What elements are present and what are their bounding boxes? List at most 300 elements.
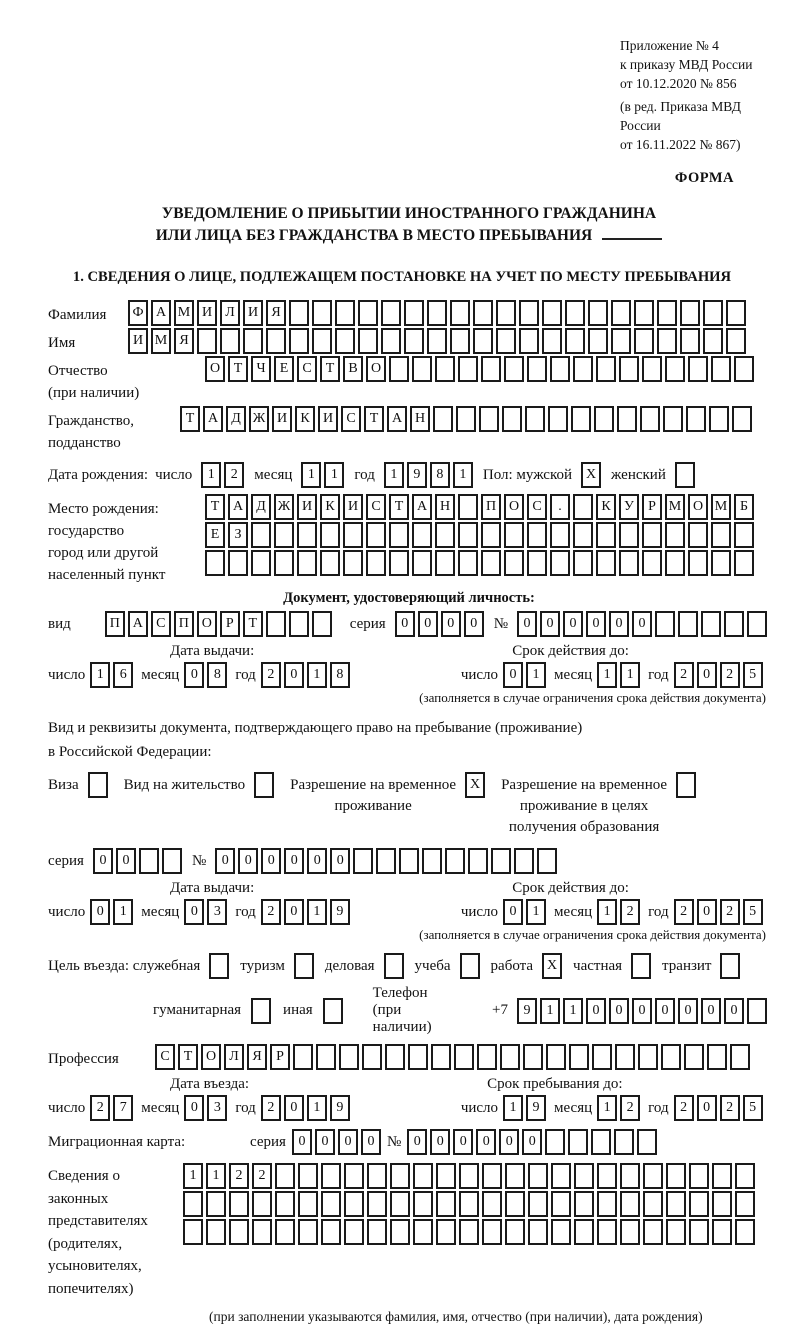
char-cell[interactable]	[523, 1044, 543, 1070]
char-cell[interactable]: 0	[522, 1129, 542, 1155]
char-cell[interactable]: 7	[113, 1095, 133, 1121]
char-cell[interactable]	[726, 300, 746, 326]
char-cell[interactable]	[735, 1163, 755, 1189]
char-cell[interactable]: Е	[205, 522, 225, 548]
char-cell[interactable]	[711, 356, 731, 382]
char-cell[interactable]	[413, 1163, 433, 1189]
char-cell[interactable]: Т	[243, 611, 263, 637]
char-cell[interactable]: Н	[410, 406, 430, 432]
char-cell[interactable]	[707, 1044, 727, 1070]
char-cell[interactable]: П	[174, 611, 194, 637]
char-cell[interactable]	[358, 300, 378, 326]
char-cell[interactable]	[504, 356, 524, 382]
char-cell[interactable]: 3	[207, 899, 227, 925]
char-cell[interactable]	[712, 1219, 732, 1245]
char-cell[interactable]	[275, 1191, 295, 1217]
char-cell[interactable]	[537, 848, 557, 874]
char-cell[interactable]	[243, 328, 263, 354]
char-cell[interactable]	[427, 328, 447, 354]
char-cell[interactable]	[431, 1044, 451, 1070]
char-cell[interactable]	[732, 406, 752, 432]
char-cell[interactable]: 2	[224, 462, 244, 488]
char-cell[interactable]	[666, 1163, 686, 1189]
char-cell[interactable]	[640, 406, 660, 432]
char-cell[interactable]	[519, 300, 539, 326]
char-cell[interactable]	[643, 1191, 663, 1217]
char-cell[interactable]: 5	[743, 662, 763, 688]
char-cell[interactable]	[642, 522, 662, 548]
char-cell[interactable]	[527, 550, 547, 576]
char-cell[interactable]	[711, 522, 731, 548]
char-cell[interactable]	[500, 1044, 520, 1070]
char-cell[interactable]: 0	[441, 611, 461, 637]
char-cell[interactable]	[458, 550, 478, 576]
char-cell[interactable]: Н	[435, 494, 455, 520]
char-cell[interactable]	[550, 356, 570, 382]
char-cell[interactable]	[459, 1163, 479, 1189]
char-cell[interactable]	[550, 522, 570, 548]
char-cell[interactable]: 2	[252, 1163, 272, 1189]
char-cell[interactable]	[665, 550, 685, 576]
char-cell[interactable]: 0	[315, 1129, 335, 1155]
char-cell[interactable]	[545, 1129, 565, 1155]
char-cell[interactable]: И	[318, 406, 338, 432]
char-cell[interactable]	[551, 1191, 571, 1217]
char-cell[interactable]	[712, 1191, 732, 1217]
char-cell[interactable]	[596, 550, 616, 576]
char-cell[interactable]	[220, 328, 240, 354]
char-cell[interactable]: 1	[183, 1163, 203, 1189]
purpose-private-checkbox[interactable]	[631, 953, 651, 979]
char-cell[interactable]: П	[105, 611, 125, 637]
char-cell[interactable]	[680, 300, 700, 326]
char-cell[interactable]: 0	[609, 998, 629, 1024]
char-cell[interactable]: 0	[261, 848, 281, 874]
char-cell[interactable]: Т	[389, 494, 409, 520]
char-cell[interactable]	[678, 611, 698, 637]
char-cell[interactable]: 6	[113, 662, 133, 688]
char-cell[interactable]: Т	[364, 406, 384, 432]
char-cell[interactable]: 0	[678, 998, 698, 1024]
char-cell[interactable]	[456, 406, 476, 432]
char-cell[interactable]	[321, 1219, 341, 1245]
char-cell[interactable]: 0	[284, 1095, 304, 1121]
char-cell[interactable]	[701, 611, 721, 637]
char-cell[interactable]	[619, 522, 639, 548]
char-cell[interactable]	[657, 328, 677, 354]
char-cell[interactable]	[661, 1044, 681, 1070]
char-cell[interactable]	[366, 522, 386, 548]
char-cell[interactable]	[367, 1191, 387, 1217]
char-cell[interactable]: В	[343, 356, 363, 382]
char-cell[interactable]: Ж	[274, 494, 294, 520]
char-cell[interactable]: 0	[307, 848, 327, 874]
char-cell[interactable]	[206, 1219, 226, 1245]
visa-checkbox[interactable]	[88, 772, 108, 798]
char-cell[interactable]	[436, 1163, 456, 1189]
char-cell[interactable]: 2	[229, 1163, 249, 1189]
char-cell[interactable]	[344, 1219, 364, 1245]
char-cell[interactable]: Е	[274, 356, 294, 382]
char-cell[interactable]	[389, 550, 409, 576]
char-cell[interactable]: О	[197, 611, 217, 637]
char-cell[interactable]: 0	[540, 611, 560, 637]
char-cell[interactable]: 1	[307, 899, 327, 925]
char-cell[interactable]: 0	[476, 1129, 496, 1155]
char-cell[interactable]	[573, 356, 593, 382]
char-cell[interactable]: 0	[292, 1129, 312, 1155]
char-cell[interactable]	[620, 1163, 640, 1189]
char-cell[interactable]	[413, 1191, 433, 1217]
char-cell[interactable]	[367, 1219, 387, 1245]
char-cell[interactable]: 0	[361, 1129, 381, 1155]
char-cell[interactable]: М	[711, 494, 731, 520]
char-cell[interactable]	[663, 406, 683, 432]
char-cell[interactable]	[251, 550, 271, 576]
purpose-humanitarian-checkbox[interactable]	[251, 998, 271, 1024]
char-cell[interactable]	[459, 1191, 479, 1217]
char-cell[interactable]: 2	[620, 899, 640, 925]
char-cell[interactable]: М	[665, 494, 685, 520]
char-cell[interactable]: 0	[395, 611, 415, 637]
char-cell[interactable]: И	[128, 328, 148, 354]
char-cell[interactable]	[390, 1191, 410, 1217]
char-cell[interactable]	[482, 1191, 502, 1217]
char-cell[interactable]	[412, 550, 432, 576]
char-cell[interactable]	[597, 1191, 617, 1217]
char-cell[interactable]: 0	[93, 848, 113, 874]
char-cell[interactable]	[436, 1219, 456, 1245]
char-cell[interactable]	[504, 522, 524, 548]
char-cell[interactable]	[458, 522, 478, 548]
char-cell[interactable]	[266, 328, 286, 354]
char-cell[interactable]: 8	[430, 462, 450, 488]
char-cell[interactable]	[381, 300, 401, 326]
char-cell[interactable]	[596, 356, 616, 382]
char-cell[interactable]	[344, 1191, 364, 1217]
char-cell[interactable]	[459, 1219, 479, 1245]
char-cell[interactable]	[389, 522, 409, 548]
char-cell[interactable]	[289, 611, 309, 637]
char-cell[interactable]: 1	[453, 462, 473, 488]
char-cell[interactable]: Я	[247, 1044, 267, 1070]
char-cell[interactable]: С	[297, 356, 317, 382]
char-cell[interactable]	[611, 328, 631, 354]
char-cell[interactable]: 8	[207, 662, 227, 688]
char-cell[interactable]	[458, 494, 478, 520]
char-cell[interactable]: 0	[517, 611, 537, 637]
char-cell[interactable]	[335, 300, 355, 326]
char-cell[interactable]	[571, 406, 591, 432]
char-cell[interactable]: О	[688, 494, 708, 520]
char-cell[interactable]	[381, 328, 401, 354]
char-cell[interactable]	[551, 1219, 571, 1245]
char-cell[interactable]	[637, 1129, 657, 1155]
char-cell[interactable]: 0	[609, 611, 629, 637]
char-cell[interactable]	[591, 1129, 611, 1155]
char-cell[interactable]	[620, 1191, 640, 1217]
char-cell[interactable]	[504, 550, 524, 576]
char-cell[interactable]: 1	[526, 899, 546, 925]
char-cell[interactable]	[339, 1044, 359, 1070]
char-cell[interactable]: 0	[238, 848, 258, 874]
char-cell[interactable]	[542, 300, 562, 326]
char-cell[interactable]	[343, 522, 363, 548]
char-cell[interactable]	[573, 494, 593, 520]
char-cell[interactable]	[252, 1219, 272, 1245]
char-cell[interactable]: 0	[330, 848, 350, 874]
char-cell[interactable]: Ч	[251, 356, 271, 382]
char-cell[interactable]	[344, 1163, 364, 1189]
char-cell[interactable]	[367, 1163, 387, 1189]
char-cell[interactable]: И	[343, 494, 363, 520]
char-cell[interactable]	[546, 1044, 566, 1070]
char-cell[interactable]: 0	[503, 662, 523, 688]
char-cell[interactable]	[477, 1044, 497, 1070]
char-cell[interactable]	[747, 611, 767, 637]
char-cell[interactable]	[343, 550, 363, 576]
char-cell[interactable]: М	[151, 328, 171, 354]
char-cell[interactable]	[666, 1219, 686, 1245]
char-cell[interactable]	[205, 550, 225, 576]
char-cell[interactable]	[321, 1191, 341, 1217]
char-cell[interactable]: И	[243, 300, 263, 326]
char-cell[interactable]: К	[596, 494, 616, 520]
char-cell[interactable]	[542, 328, 562, 354]
char-cell[interactable]	[525, 406, 545, 432]
char-cell[interactable]: 0	[418, 611, 438, 637]
char-cell[interactable]	[689, 1219, 709, 1245]
char-cell[interactable]	[726, 328, 746, 354]
char-cell[interactable]	[481, 522, 501, 548]
char-cell[interactable]	[735, 1219, 755, 1245]
char-cell[interactable]	[588, 300, 608, 326]
char-cell[interactable]	[412, 522, 432, 548]
char-cell[interactable]: 0	[430, 1129, 450, 1155]
char-cell[interactable]	[703, 300, 723, 326]
char-cell[interactable]: 1	[620, 662, 640, 688]
char-cell[interactable]: Т	[180, 406, 200, 432]
char-cell[interactable]: Т	[205, 494, 225, 520]
char-cell[interactable]: 1	[540, 998, 560, 1024]
char-cell[interactable]	[496, 328, 516, 354]
char-cell[interactable]	[734, 356, 754, 382]
char-cell[interactable]: 0	[453, 1129, 473, 1155]
char-cell[interactable]: Л	[224, 1044, 244, 1070]
char-cell[interactable]	[274, 522, 294, 548]
char-cell[interactable]: З	[228, 522, 248, 548]
char-cell[interactable]	[482, 1219, 502, 1245]
char-cell[interactable]: 0	[116, 848, 136, 874]
char-cell[interactable]	[408, 1044, 428, 1070]
char-cell[interactable]: 1	[563, 998, 583, 1024]
char-cell[interactable]	[297, 550, 317, 576]
char-cell[interactable]: 0	[464, 611, 484, 637]
char-cell[interactable]	[293, 1044, 313, 1070]
char-cell[interactable]: Т	[320, 356, 340, 382]
char-cell[interactable]	[614, 1129, 634, 1155]
char-cell[interactable]: 0	[184, 1095, 204, 1121]
char-cell[interactable]	[275, 1219, 295, 1245]
char-cell[interactable]	[666, 1191, 686, 1217]
char-cell[interactable]	[634, 328, 654, 354]
char-cell[interactable]: Д	[251, 494, 271, 520]
char-cell[interactable]: Ф	[128, 300, 148, 326]
char-cell[interactable]	[568, 1129, 588, 1155]
char-cell[interactable]	[689, 1163, 709, 1189]
char-cell[interactable]	[297, 522, 317, 548]
char-cell[interactable]	[473, 300, 493, 326]
char-cell[interactable]: 1	[307, 1095, 327, 1121]
char-cell[interactable]: К	[295, 406, 315, 432]
char-cell[interactable]: Я	[174, 328, 194, 354]
char-cell[interactable]	[413, 1219, 433, 1245]
char-cell[interactable]	[611, 300, 631, 326]
char-cell[interactable]: С	[527, 494, 547, 520]
char-cell[interactable]: 0	[503, 899, 523, 925]
char-cell[interactable]: И	[297, 494, 317, 520]
residence-permit-checkbox[interactable]	[254, 772, 274, 798]
char-cell[interactable]	[358, 328, 378, 354]
char-cell[interactable]: 1	[597, 662, 617, 688]
char-cell[interactable]: 5	[743, 899, 763, 925]
char-cell[interactable]: П	[481, 494, 501, 520]
char-cell[interactable]	[747, 998, 767, 1024]
char-cell[interactable]	[450, 300, 470, 326]
char-cell[interactable]	[528, 1163, 548, 1189]
char-cell[interactable]	[321, 1163, 341, 1189]
char-cell[interactable]	[734, 550, 754, 576]
char-cell[interactable]: 0	[655, 998, 675, 1024]
char-cell[interactable]: С	[366, 494, 386, 520]
char-cell[interactable]	[445, 848, 465, 874]
char-cell[interactable]: 3	[207, 1095, 227, 1121]
char-cell[interactable]: 0	[184, 662, 204, 688]
char-cell[interactable]	[642, 356, 662, 382]
char-cell[interactable]	[684, 1044, 704, 1070]
char-cell[interactable]: А	[387, 406, 407, 432]
char-cell[interactable]	[551, 1163, 571, 1189]
char-cell[interactable]: А	[228, 494, 248, 520]
char-cell[interactable]	[657, 300, 677, 326]
char-cell[interactable]	[353, 848, 373, 874]
char-cell[interactable]	[320, 522, 340, 548]
char-cell[interactable]	[482, 1163, 502, 1189]
char-cell[interactable]	[643, 1163, 663, 1189]
char-cell[interactable]: 2	[674, 1095, 694, 1121]
char-cell[interactable]	[569, 1044, 589, 1070]
char-cell[interactable]	[588, 328, 608, 354]
char-cell[interactable]	[422, 848, 442, 874]
purpose-tourism-checkbox[interactable]	[294, 953, 314, 979]
char-cell[interactable]	[724, 611, 744, 637]
char-cell[interactable]: Р	[270, 1044, 290, 1070]
char-cell[interactable]: 0	[697, 899, 717, 925]
char-cell[interactable]: 2	[674, 899, 694, 925]
char-cell[interactable]: 0	[697, 1095, 717, 1121]
char-cell[interactable]: 9	[517, 998, 537, 1024]
char-cell[interactable]	[620, 1219, 640, 1245]
char-cell[interactable]: 0	[701, 998, 721, 1024]
char-cell[interactable]	[435, 522, 455, 548]
char-cell[interactable]: 9	[330, 899, 350, 925]
char-cell[interactable]: И	[272, 406, 292, 432]
char-cell[interactable]	[312, 328, 332, 354]
char-cell[interactable]: 8	[330, 662, 350, 688]
char-cell[interactable]	[289, 300, 309, 326]
char-cell[interactable]	[252, 1191, 272, 1217]
char-cell[interactable]: 0	[586, 611, 606, 637]
char-cell[interactable]	[298, 1191, 318, 1217]
char-cell[interactable]: Т	[178, 1044, 198, 1070]
char-cell[interactable]	[289, 328, 309, 354]
char-cell[interactable]: 0	[338, 1129, 358, 1155]
char-cell[interactable]	[712, 1163, 732, 1189]
char-cell[interactable]: 1	[113, 899, 133, 925]
char-cell[interactable]	[312, 611, 332, 637]
char-cell[interactable]: 0	[563, 611, 583, 637]
char-cell[interactable]	[573, 550, 593, 576]
char-cell[interactable]: У	[619, 494, 639, 520]
char-cell[interactable]: 0	[407, 1129, 427, 1155]
char-cell[interactable]	[592, 1044, 612, 1070]
purpose-transit-checkbox[interactable]	[720, 953, 740, 979]
char-cell[interactable]: 2	[261, 899, 281, 925]
purpose-other-checkbox[interactable]	[323, 998, 343, 1024]
char-cell[interactable]: 1	[526, 662, 546, 688]
char-cell[interactable]	[162, 848, 182, 874]
char-cell[interactable]	[479, 406, 499, 432]
char-cell[interactable]	[399, 848, 419, 874]
char-cell[interactable]	[688, 356, 708, 382]
char-cell[interactable]	[139, 848, 159, 874]
char-cell[interactable]	[527, 356, 547, 382]
char-cell[interactable]	[528, 1219, 548, 1245]
char-cell[interactable]	[617, 406, 637, 432]
char-cell[interactable]: 0	[184, 899, 204, 925]
char-cell[interactable]: А	[412, 494, 432, 520]
char-cell[interactable]: 0	[284, 899, 304, 925]
char-cell[interactable]	[298, 1163, 318, 1189]
char-cell[interactable]: Д	[226, 406, 246, 432]
char-cell[interactable]	[505, 1163, 525, 1189]
char-cell[interactable]	[686, 406, 706, 432]
char-cell[interactable]: О	[366, 356, 386, 382]
char-cell[interactable]: 1	[503, 1095, 523, 1121]
char-cell[interactable]	[665, 356, 685, 382]
char-cell[interactable]	[376, 848, 396, 874]
char-cell[interactable]	[320, 550, 340, 576]
char-cell[interactable]: Л	[220, 300, 240, 326]
char-cell[interactable]: 2	[720, 899, 740, 925]
char-cell[interactable]	[362, 1044, 382, 1070]
char-cell[interactable]	[565, 328, 585, 354]
char-cell[interactable]: 2	[674, 662, 694, 688]
char-cell[interactable]	[655, 611, 675, 637]
char-cell[interactable]: М	[174, 300, 194, 326]
char-cell[interactable]	[665, 522, 685, 548]
char-cell[interactable]	[680, 328, 700, 354]
char-cell[interactable]: 9	[526, 1095, 546, 1121]
char-cell[interactable]: А	[128, 611, 148, 637]
char-cell[interactable]	[390, 1219, 410, 1245]
char-cell[interactable]	[390, 1163, 410, 1189]
char-cell[interactable]	[197, 328, 217, 354]
char-cell[interactable]	[496, 300, 516, 326]
purpose-official-checkbox[interactable]	[209, 953, 229, 979]
char-cell[interactable]	[491, 848, 511, 874]
char-cell[interactable]: О	[201, 1044, 221, 1070]
